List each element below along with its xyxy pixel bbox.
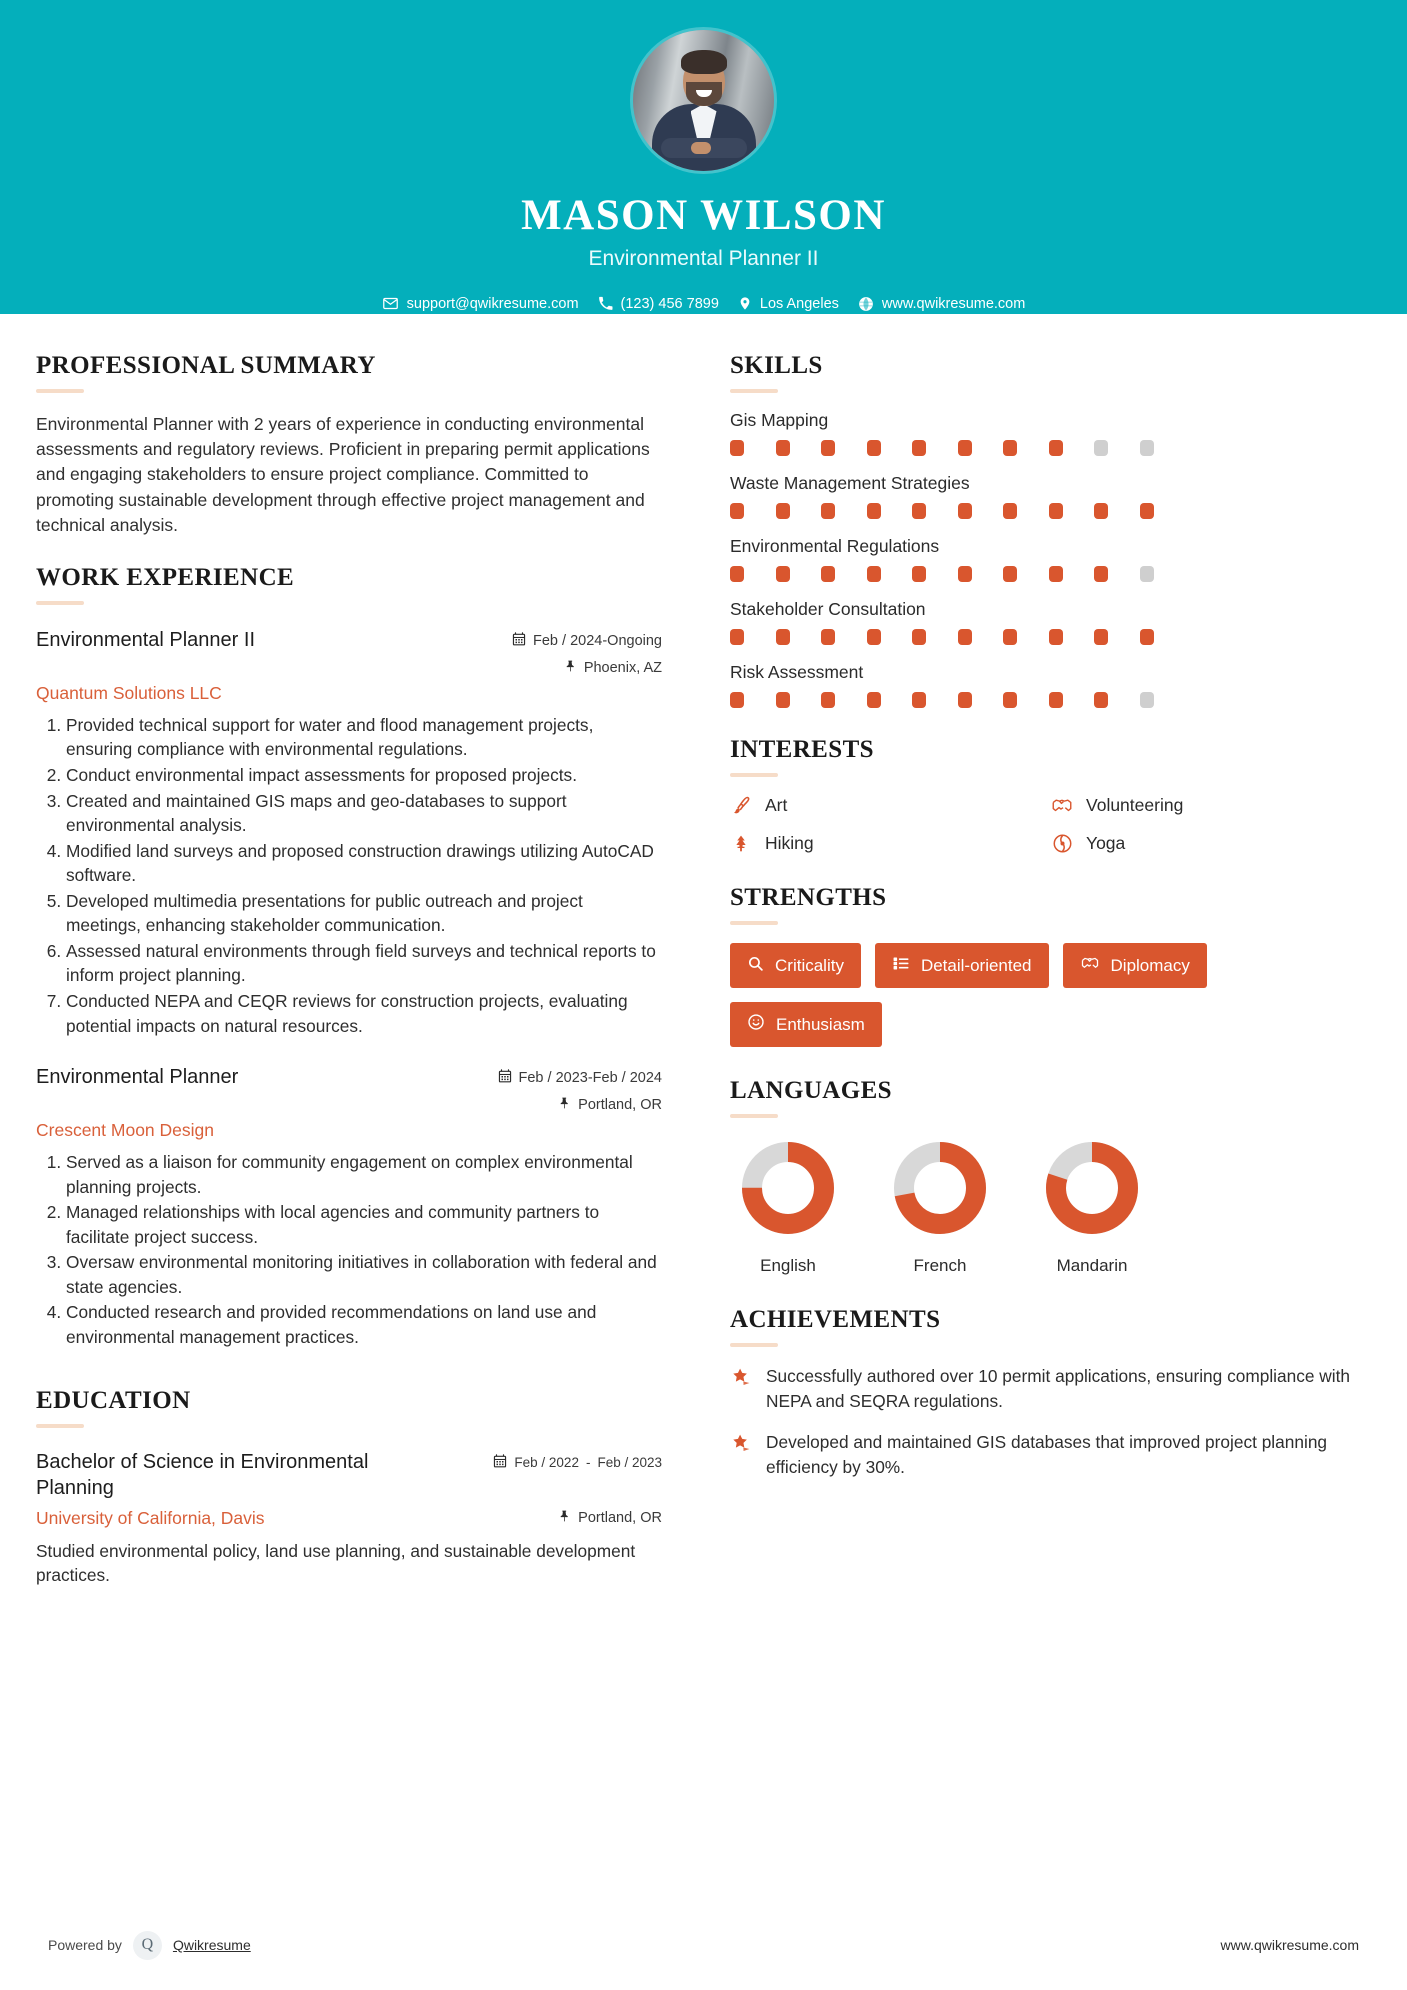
job-meta xyxy=(512,627,662,677)
qwikresume-logo-icon: Q xyxy=(133,1931,162,1960)
language-donut xyxy=(1034,1138,1150,1243)
section-rule xyxy=(730,389,778,393)
skill-dot-filled xyxy=(730,629,744,645)
skill-dot-filled xyxy=(1094,566,1108,582)
strengths-list xyxy=(730,943,1372,1047)
skill-dot-filled xyxy=(912,503,926,519)
interest-label: Volunteering xyxy=(1086,795,1184,815)
summary-text: Environmental Planner with 2 years of experience in conducting environmental assessments and regulatory reviews. Proficient in preparing permit applications and engaging stakeholders to ensure project compliance. Committed to promoting sustainable development through effective project management and technical analysis. xyxy=(36,414,650,535)
education-location: Portland, OR xyxy=(578,1510,662,1527)
skill-dot-filled xyxy=(1094,629,1108,645)
skill-dot-filled xyxy=(912,692,926,708)
skill-dot-filled xyxy=(1094,692,1108,708)
section-achievements xyxy=(730,1306,1372,1479)
contact-phone-text: (123) 456 7899 xyxy=(620,295,719,312)
job-location-row xyxy=(498,1096,663,1114)
education-location-row xyxy=(558,1509,662,1527)
skill-item xyxy=(730,662,1372,708)
skill-dot-empty xyxy=(1094,440,1108,456)
strength-label: Detail-oriented xyxy=(920,955,1032,975)
section-title-skills: SKILLS xyxy=(730,352,823,379)
section-languages xyxy=(730,1077,1372,1276)
skill-dot-filled xyxy=(1140,629,1154,645)
skill-dot-filled xyxy=(776,692,790,708)
skill-dot-filled xyxy=(730,503,744,519)
job-location: Portland, OR xyxy=(578,1097,662,1114)
section-title-achievements: ACHIEVEMENTS xyxy=(730,1306,941,1333)
skill-dot-empty xyxy=(1140,440,1154,456)
contact-website-text: www.qwikresume.com xyxy=(881,295,1026,312)
language-item xyxy=(1034,1138,1150,1276)
strength-label: Enthusiasm xyxy=(776,1014,865,1034)
degree-title: Bachelor of Science in Environmental Planning xyxy=(36,1451,369,1500)
skill-rating xyxy=(730,629,1372,645)
job-company: Crescent Moon Design xyxy=(36,1120,214,1141)
job-bullet: 5. Developed multimedia presentations for public outreach and project meetings, enhancing stakeholder communication. xyxy=(66,889,662,938)
section-rule xyxy=(730,921,778,925)
page-title: MASON WILSON xyxy=(521,192,886,239)
education-description: Studied environmental policy, land use planning, and sustainable development practices. xyxy=(36,1540,636,1586)
job-bullet: 3. Oversaw environmental monitoring initiatives in collaboration with federal and state agencies. xyxy=(66,1250,662,1299)
education-subrow xyxy=(36,1508,662,1529)
section-education xyxy=(36,1387,662,1587)
education-entry xyxy=(36,1450,662,1587)
strength-label: Diplomacy xyxy=(1110,955,1190,975)
skill-rating xyxy=(730,566,1372,582)
skill-dot-filled xyxy=(958,629,972,645)
skill-item xyxy=(730,473,1372,519)
job-bullet-list xyxy=(36,713,662,1038)
section-strengths xyxy=(730,884,1372,1047)
interest-label: Hiking xyxy=(765,833,814,853)
right-column xyxy=(696,352,1372,1594)
strength-tag-enthusiasm[interactable] xyxy=(730,1002,882,1047)
job-dates: Feb / 2023-Feb / 2024 xyxy=(518,1070,662,1087)
skill-dot-filled xyxy=(1003,566,1017,582)
magnifier-icon xyxy=(747,955,764,977)
skill-dot-filled xyxy=(776,629,790,645)
achievement-text: Successfully authored over 10 permit applications, ensuring compliance with NEPA and SEQRA regulations. xyxy=(766,1366,1351,1411)
calendar-icon xyxy=(493,1454,507,1471)
section-rule xyxy=(730,1343,778,1347)
interests-grid xyxy=(730,795,1372,854)
achievement-item xyxy=(730,1364,1372,1413)
job-bullet: 1. Served as a liaison for community engagement on complex environmental planning projects. xyxy=(66,1150,662,1199)
footer-powered-by-label: Powered by xyxy=(48,1937,122,1953)
education-entry-header xyxy=(36,1450,662,1501)
skill-dot-filled xyxy=(730,440,744,456)
skill-dot-filled xyxy=(1049,503,1063,519)
pushpin-icon xyxy=(564,659,577,677)
calendar-icon xyxy=(498,1069,512,1087)
location-pin-icon xyxy=(738,295,752,312)
work-entry-header xyxy=(36,1064,662,1114)
strength-tag-criticality[interactable] xyxy=(730,943,861,988)
avatar xyxy=(633,30,774,171)
skill-dot-filled xyxy=(867,566,881,582)
education-start-date: Feb / 2022 xyxy=(514,1454,579,1470)
contact-phone[interactable] xyxy=(598,296,719,312)
job-title: Environmental Planner xyxy=(36,1066,239,1089)
star-badge-icon xyxy=(730,1364,752,1394)
skill-dot-filled xyxy=(912,566,926,582)
footer-branding xyxy=(48,1931,251,1960)
skill-dot-filled xyxy=(1094,503,1108,519)
calendar-icon xyxy=(512,632,526,650)
section-title-languages: LANGUAGES xyxy=(730,1077,892,1104)
contact-location[interactable] xyxy=(738,295,839,312)
resume-body xyxy=(0,314,1407,1594)
pushpin-icon xyxy=(558,1509,571,1527)
interest-label: Yoga xyxy=(1086,833,1126,853)
job-location: Phoenix, AZ xyxy=(583,659,662,676)
job-bullet: 4. Conducted research and provided recommendations on land use and environmental management practices. xyxy=(66,1300,662,1349)
left-column xyxy=(36,352,662,1594)
education-dates xyxy=(493,1450,662,1471)
job-bullet: 6. Assessed natural environments through field surveys and technical reports to inform project planning. xyxy=(66,939,662,988)
footer-brand-link[interactable]: Qwikresume xyxy=(172,1937,251,1953)
globe-icon xyxy=(858,296,874,312)
skill-dot-filled xyxy=(867,692,881,708)
language-label: French xyxy=(913,1256,967,1275)
section-rule xyxy=(36,1424,84,1428)
skill-dot-filled xyxy=(776,503,790,519)
skill-name: Stakeholder Consultation xyxy=(730,599,926,619)
skill-dot-filled xyxy=(1049,692,1063,708)
skill-dot-filled xyxy=(821,692,835,708)
skill-dot-filled xyxy=(867,629,881,645)
section-rule xyxy=(36,389,84,393)
skill-rating xyxy=(730,503,1372,519)
yoga-icon xyxy=(1051,833,1073,854)
language-label: English xyxy=(760,1256,816,1275)
job-dates-row xyxy=(498,1069,663,1087)
skill-dot-filled xyxy=(1049,440,1063,456)
job-title: Environmental Planner II xyxy=(36,628,256,651)
skill-dot-filled xyxy=(1049,566,1063,582)
job-dates-row xyxy=(512,632,662,650)
skill-dot-filled xyxy=(958,440,972,456)
interest-item xyxy=(730,833,1051,854)
skill-dot-filled xyxy=(730,566,744,582)
interest-item xyxy=(730,795,1051,816)
achievement-item xyxy=(730,1430,1372,1479)
contact-location-text: Los Angeles xyxy=(759,295,839,312)
pushpin-icon xyxy=(558,1096,571,1114)
skill-rating xyxy=(730,440,1372,456)
achievement-text: Developed and maintained GIS databases that improved project planning efficiency by 30%. xyxy=(766,1432,1328,1477)
job-company: Quantum Solutions LLC xyxy=(36,682,222,703)
language-item xyxy=(882,1138,998,1276)
section-title-summary: PROFESSIONAL SUMMARY xyxy=(36,352,376,379)
skill-name: Risk Assessment xyxy=(730,662,864,682)
job-bullet: 3. Created and maintained GIS maps and geo-databases to support environmental analysis. xyxy=(66,789,662,838)
language-donut xyxy=(882,1138,998,1243)
section-title-strengths: STRENGTHS xyxy=(730,884,887,911)
section-interests xyxy=(730,736,1372,854)
skill-dot-filled xyxy=(912,440,926,456)
job-bullet: 2. Conduct environmental impact assessments for proposed projects. xyxy=(66,763,662,788)
smiley-icon xyxy=(747,1013,765,1036)
strength-label: Criticality xyxy=(775,955,844,975)
job-bullet-list xyxy=(36,1150,662,1349)
avatar-hair xyxy=(681,50,727,74)
skill-rating xyxy=(730,692,1372,708)
strength-tag-diplomacy[interactable] xyxy=(1063,943,1207,988)
school-name: University of California, Davis xyxy=(36,1507,265,1528)
strength-tag-detail-oriented[interactable] xyxy=(875,943,1049,988)
skill-name: Gis Mapping xyxy=(730,410,829,430)
section-work-experience xyxy=(36,564,662,1349)
skill-dot-filled xyxy=(821,440,835,456)
interest-item xyxy=(1051,795,1372,816)
skill-dot-filled xyxy=(958,566,972,582)
skill-name: Waste Management Strategies xyxy=(730,473,970,493)
education-end-date: Feb / 2023 xyxy=(597,1454,662,1470)
skill-dot-filled xyxy=(821,503,835,519)
section-title-interests: INTERESTS xyxy=(730,736,874,763)
envelope-icon xyxy=(382,295,399,312)
skill-dot-empty xyxy=(1140,566,1154,582)
work-entry-header xyxy=(36,627,662,677)
star-badge-icon xyxy=(730,1430,752,1460)
footer xyxy=(0,1900,1407,1990)
skill-dot-filled xyxy=(730,692,744,708)
skill-dot-filled xyxy=(776,440,790,456)
skill-item xyxy=(730,536,1372,582)
interest-item xyxy=(1051,833,1372,854)
section-rule xyxy=(730,773,778,777)
list-icon xyxy=(892,955,910,977)
job-meta xyxy=(498,1064,663,1114)
contact-email[interactable] xyxy=(382,295,579,312)
phone-icon xyxy=(598,296,613,311)
job-bullet: 7. Conducted NEPA and CEQR reviews for construction projects, evaluating potential impacts on natural resources. xyxy=(66,989,662,1038)
job-location-row xyxy=(512,659,662,677)
skill-dot-filled xyxy=(1140,503,1154,519)
languages-list xyxy=(730,1138,1372,1276)
contact-bar xyxy=(382,295,1026,312)
section-title-education: EDUCATION xyxy=(36,1387,191,1415)
skill-item xyxy=(730,410,1372,456)
skill-dot-filled xyxy=(776,566,790,582)
tree-icon xyxy=(730,833,752,854)
skill-dot-filled xyxy=(1003,503,1017,519)
skill-item xyxy=(730,599,1372,645)
job-bullet: 1. Provided technical support for water and flood management projects, ensuring compliance with environmental regulations. xyxy=(66,713,662,762)
language-donut xyxy=(730,1138,846,1243)
work-entry xyxy=(36,627,662,1038)
language-item xyxy=(730,1138,846,1276)
section-rule xyxy=(36,601,84,605)
language-label: Mandarin xyxy=(1056,1256,1128,1275)
skill-dot-filled xyxy=(1049,629,1063,645)
skill-dot-filled xyxy=(821,566,835,582)
skill-dot-filled xyxy=(821,629,835,645)
paintbrush-icon xyxy=(730,795,752,816)
skill-dot-empty xyxy=(1140,692,1154,708)
section-professional-summary xyxy=(36,352,662,538)
job-role-subtitle: Environmental Planner II xyxy=(588,247,819,271)
handshake-icon xyxy=(1080,954,1100,977)
skill-dot-filled xyxy=(867,503,881,519)
interest-label: Art xyxy=(765,795,788,815)
skill-dot-filled xyxy=(1003,440,1017,456)
skill-dot-filled xyxy=(867,440,881,456)
footer-url[interactable]: www.qwikresume.com xyxy=(1220,1937,1359,1953)
resume-header xyxy=(0,0,1407,314)
contact-website[interactable] xyxy=(858,296,1025,312)
section-title-work: WORK EXPERIENCE xyxy=(36,563,295,591)
skill-dot-filled xyxy=(1003,692,1017,708)
education-date-separator: - xyxy=(585,1455,591,1471)
skill-dot-filled xyxy=(1003,629,1017,645)
section-rule xyxy=(730,1114,778,1118)
section-skills xyxy=(730,352,1372,708)
work-entry xyxy=(36,1064,662,1349)
skill-name: Environmental Regulations xyxy=(730,536,940,556)
avatar-hand xyxy=(691,142,711,154)
job-dates: Feb / 2024-Ongoing xyxy=(533,632,662,649)
skill-dot-filled xyxy=(912,629,926,645)
skill-dot-filled xyxy=(958,503,972,519)
job-bullet: 4. Modified land surveys and proposed construction drawings utilizing AutoCAD software. xyxy=(66,839,662,888)
contact-email-text: support@qwikresume.com xyxy=(406,295,579,312)
job-bullet: 2. Managed relationships with local agencies and community partners to facilitate project success. xyxy=(66,1200,662,1249)
handshake-icon xyxy=(1051,795,1073,816)
skill-dot-filled xyxy=(958,692,972,708)
